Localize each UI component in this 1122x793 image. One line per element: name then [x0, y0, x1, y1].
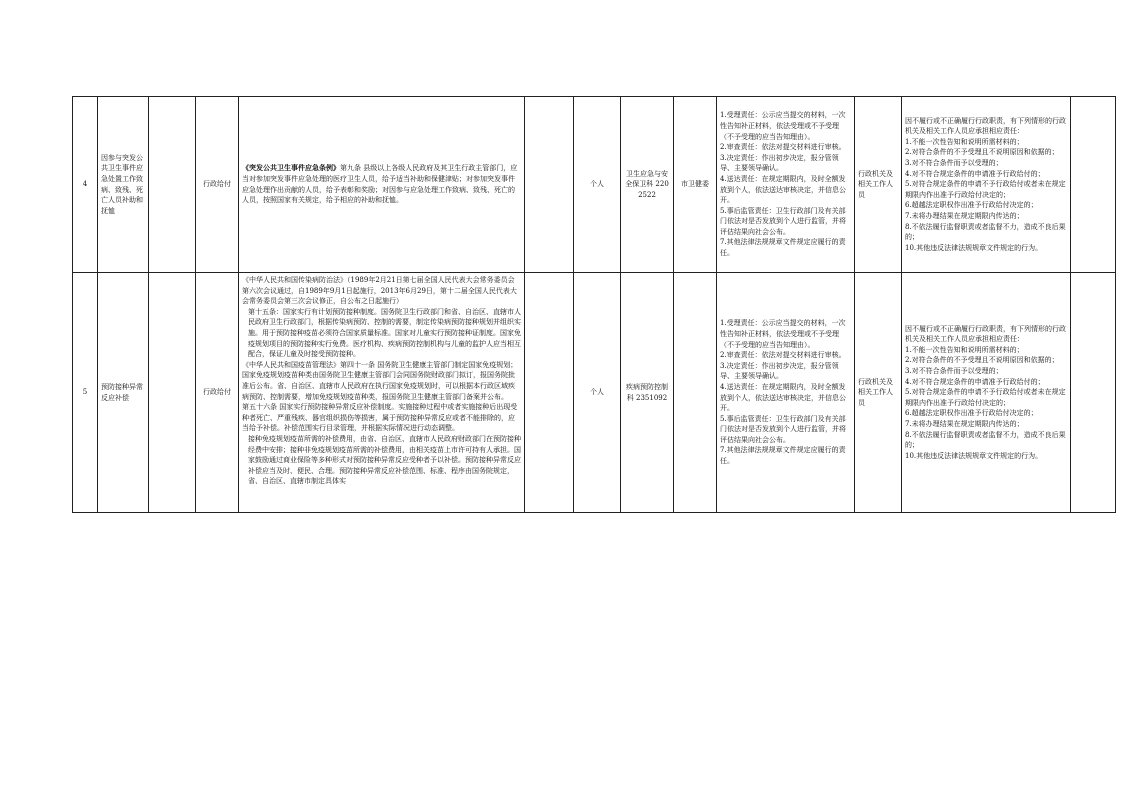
list-item: 3.对不符合条件而予以受理的；	[905, 367, 1003, 376]
accountability-list	[902, 97, 1071, 273]
liable-party: 行政机关及相关工作人员	[855, 273, 902, 513]
list-item: 1.不能一次性告知和说明所需材料的；	[905, 137, 1024, 146]
empty-cell	[1071, 273, 1116, 513]
list-item: 10.其他违反法律法规规章文件规定的行为。	[905, 243, 1043, 252]
list-item: 1.受理责任：公示应当提交的材料，一次性告知补正材料，依法受理或不予受理（不予受理的应当告知理由）。	[720, 319, 846, 349]
row-index: 4	[73, 97, 98, 273]
table-row	[73, 97, 1116, 273]
list-item: 2.对符合条件的不予受理且不说明原因和依据的；	[905, 356, 1059, 365]
item-name: 因参与突发公共卫生事件应急处置工作致病、致残、死亡人员补助和抚恤	[98, 97, 149, 273]
empty-cell	[149, 97, 196, 273]
item-type: 行政给付	[196, 97, 239, 273]
list-item: 5.对符合规定条件的申请不予行政给付或者未在规定期限内作出准予行政给付决定的；	[905, 388, 1066, 407]
department	[674, 273, 717, 513]
responsibility-list	[717, 273, 855, 513]
basis-paragraph: 接种免疫规划疫苗所需的补偿费用，由省、自治区、直辖市人民政府财政部门在预防接种经费中安排；接种非免疫规划疫苗所需的补偿费用，由相关疫苗上市许可持有人承担。国家鼓励通过商业保险等多种形式对预防接种异常反应受种者予以补偿。预防接种异常反应补偿应当及时、便民、合理。预防接种异常反应补偿范围、标准、程序由国务院规定，省、自治区、直辖市制定具体实	[248, 434, 521, 486]
basis-paragraph: 第十五条：国家实行有计划预防接种制度。国务院卫生行政部门和省、自治区、直辖市人民政府卫生行政部门，根据传染病预防、控制的需要，制定传染病预防接种规划并组织实施。用于预防接种疫苗必须符合国家质量标准。国家对儿童实行预防接种证制度。国家免疫规划项目的预防接种实行免费。医疗机构、疾病预防控制机构与儿童的监护人应当相互配合，保证儿童及时接受预防接种。	[248, 307, 521, 359]
list-item: 4.对不符合规定条件的申请准予行政给付的；	[905, 169, 1045, 178]
table-row	[73, 273, 1116, 513]
list-item: 7.其他法律法规规章文件规定应履行的责任。	[720, 238, 846, 258]
list-item: 2.审查责任：依法对提交材料进行审核。	[720, 351, 846, 360]
power-list-table	[72, 96, 1116, 513]
list-item: 8.不依法履行监督职责或者监督不力，造成不良后果的；	[905, 430, 1066, 450]
basis-paragraph: 《中华人民共和国传染病防治法》（1989年2月21日第七届全国人民代表大会常务委员会第六次会议通过，自1989年9月1日起施行，2013年6月29日，第十二届全国人民代表大会常务委员会第三次会议修正，自公布之日起施行）	[242, 276, 517, 306]
list-item: 3.决定责任：作出初步决定，报分管领导、主要领导确认。	[720, 153, 839, 173]
list-item: 7.未将办理结果在规定期限内传达的；	[905, 419, 1024, 428]
empty-cell	[525, 97, 574, 273]
list-item: 2.审查责任：依法对提交材料进行审核。	[720, 143, 846, 152]
list-item: 5.对符合规定条件的申请不予行政给付或者未在规定期限内作出准予行政给付决定的；	[905, 180, 1066, 199]
list-item: 7.未将办理结果在规定期限内传达的；	[905, 211, 1024, 220]
service-subject: 个人	[574, 97, 621, 273]
law-title: 《突发公共卫生事件应急条例》	[242, 163, 340, 173]
empty-cell	[149, 273, 196, 513]
list-item: 因不履行或不正确履行行政职责，有下列情形的行政机关及相关工作人员应承担相应责任：	[905, 324, 1066, 344]
basis-paragraph: 《中华人民共和国疫苗管理法》第四十一条 国务院卫生健康主管部门制定国家免疫规划；国家免疫规划疫苗种类由国务院卫生健康主管部门会同国务院财政部门拟订，报国务院批准后公布。省、自治区、直辖市人民政府在执行国家免疫规划时，可以根据本行政区域疾病预防、控制需要，增加免疫规划疫苗种类，报国务院卫生健康主管部门备案并公布。	[242, 360, 518, 401]
item-type: 行政给付	[196, 273, 239, 513]
list-item: 3.对不符合条件而予以受理的；	[905, 159, 1003, 168]
accountability-list	[902, 273, 1071, 513]
office-code: 疾病预防控制科 2351092	[621, 273, 674, 513]
list-item: 5.事后监管责任：卫生行政部门及有关部门依法对是否发放到个人进行监管，并将评估结果向社会公布。	[720, 206, 846, 236]
list-item: 1.不能一次性告知和说明所需材料的；	[905, 345, 1024, 354]
empty-cell	[525, 273, 574, 513]
list-item: 因不履行或不正确履行行政职责，有下列情形的行政机关及相关工作人员应承担相应责任：	[905, 116, 1066, 136]
list-item: 10.其他违反法律法规规章文件规定的行为。	[905, 451, 1043, 460]
office-code: 卫生应急与安全保卫科 2202522	[621, 97, 674, 273]
list-item: 6.超越法定职权作出准予行政给付决定的；	[905, 409, 1038, 418]
list-item: 5.事后监管责任：卫生行政部门及有关部门依法对是否发放到个人进行监管，并将评估结果向社会公布。	[720, 414, 846, 444]
empty-cell	[1071, 97, 1116, 273]
list-item: 2.对符合条件的不予受理且不说明原因和依据的；	[905, 148, 1059, 157]
liable-party: 行政机关及相关工作人员	[855, 97, 902, 273]
legal-basis	[239, 97, 525, 273]
list-item: 1.受理责任：公示应当提交的材料，一次性告知补正材料，依法受理或不予受理（不予受理的应当告知理由）。	[720, 111, 846, 141]
list-item: 3.决定责任：作出初步决定，报分管领导、主要领导确认。	[720, 361, 839, 381]
basis-paragraph: 第五十六条 国家实行预防接种异常反应补偿制度。实施接种过程中或者实施接种后出现受种者死亡、严重残疾、器官组织损伤等损害，属于预防接种异常反应或者不能排除的，应当给予补偿。补偿范围实行目录管理，并根据实际情况进行动态调整。	[242, 403, 518, 433]
department: 市卫健委	[674, 97, 717, 273]
list-item: 4.送达责任：在规定期限内，及时全额发放到个人，依法送达审核决定，并信息公开。	[720, 174, 846, 205]
list-item: 4.对不符合规定条件的申请准予行政给付的；	[905, 377, 1045, 386]
list-item: 8.不依法履行监督职责或者监督不力，造成不良后果的；	[905, 222, 1066, 242]
item-name: 预防接种异常反应补偿	[98, 273, 149, 513]
list-item: 7.其他法律法规规章文件规定应履行的责任。	[720, 446, 846, 466]
legal-basis	[239, 273, 525, 513]
service-subject: 个人	[574, 273, 621, 513]
responsibility-list	[717, 97, 855, 273]
law-text: 第九条 县级以上各级人民政府及其卫生行政主管部门，应当对参加突发事件应急处理的医疗卫生人员，给予适当补助和保健津贴；对参加突发事件应急处理作出贡献的人员，给予表彰和奖励；对因参与应急处理工作致病、致残、死亡的人员，按照国家有关规定，给予相应的补助和抚恤。	[242, 164, 518, 205]
list-item: 4.送达责任：在规定期限内，及时全额发放到个人，依法送达审核决定，并信息公开。	[720, 382, 846, 413]
list-item: 6.超越法定职权作出准予行政给付决定的；	[905, 201, 1038, 210]
row-index: 5	[73, 273, 98, 513]
